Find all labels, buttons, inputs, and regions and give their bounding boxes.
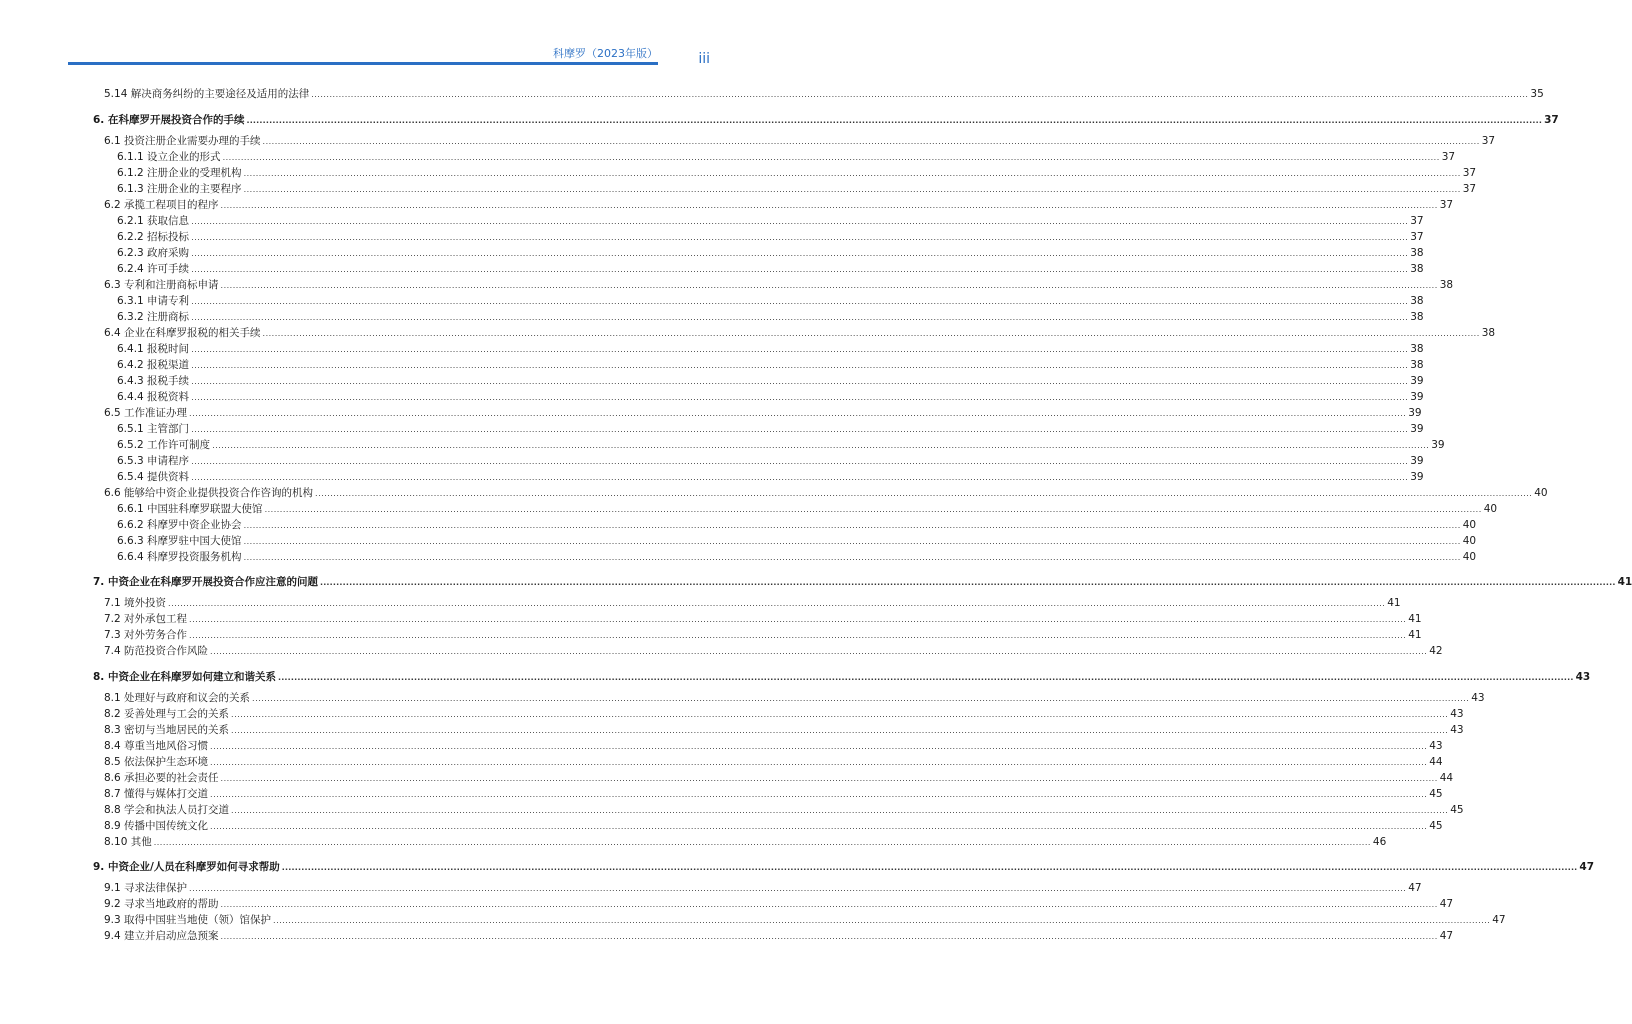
toc-entry-title: 7.4 防范投资合作风险 [104,645,209,657]
toc-entry-page: 39 [1410,374,1424,387]
toc-entry[interactable] [117,356,1424,372]
toc-entry-page: 38 [1410,246,1424,259]
toc-entry-page: 45 [1450,803,1464,816]
toc-entry[interactable] [104,132,1496,148]
toc-dot-leader: ................................................................................................................................................................................................................................................................................................................................................................................................................ [252,693,1470,703]
toc-entry-page: 38 [1439,278,1454,291]
toc-entry-page: 39 [1410,390,1424,403]
toc-entry-title: 8.2 妥善处理与工会的关系 [104,707,230,720]
page-number: iii [698,51,710,67]
toc-entry-page: 40 [1462,518,1477,531]
toc-dot-leader: ................................................................................................................................................................................................................................................................................................................................................................................................................ [191,472,1409,482]
toc-entry-page: 37 [1410,214,1424,227]
toc-entry-page: 40 [1483,502,1498,515]
toc-entry-page: 39 [1410,470,1424,483]
toc-entry-page: 40 [1462,550,1477,563]
toc-entry[interactable] [104,594,1401,610]
toc-entry[interactable] [117,308,1424,324]
toc-dot-leader: ................................................................................................................................................................................................................................................................................................................................................................................................................ [281,863,1578,872]
toc-entry-page: 37 [1441,150,1456,163]
toc-entry-title: 6.2 承揽工程项目的程序 [104,198,219,211]
toc-entry[interactable] [104,895,1454,911]
toc-dot-leader: ................................................................................................................................................................................................................................................................................................................................................................................................................ [220,932,1438,941]
toc-entry[interactable] [104,785,1443,801]
toc-entry-title: 6.5.2 工作许可制度 [117,438,211,451]
toc-entry[interactable] [104,879,1422,895]
toc-dot-leader: ................................................................................................................................................................................................................................................................................................................................................................................................................ [168,599,1386,608]
toc-entry-title: 6.1.3 注册企业的主要程序 [117,182,242,195]
toc-entry-title: 6.6.2 科摩罗中资企业协会 [117,518,242,531]
toc-dot-leader: ................................................................................................................................................................................................................................................................................................................................................................................................................ [273,916,1491,925]
toc-entry-page: 35 [1530,88,1544,100]
toc-dot-leader: ................................................................................................................................................................................................................................................................................................................................................................................................................ [210,757,1428,767]
toc-entry-page: 37 [1462,182,1477,195]
toc-entry-page: 39 [1408,406,1422,419]
toc-dot-leader: ................................................................................................................................................................................................................................................................................................................................................................................................................ [191,216,1409,226]
toc-dot-leader: ................................................................................................................................................................................................................................................................................................................................................................................................................ [315,488,1533,498]
toc-entry-title: 8.4 尊重当地风俗习惯 [104,739,209,752]
toc-entry-page: 47 [1408,882,1422,894]
toc-entry-page: 44 [1429,755,1443,768]
toc-entry[interactable] [104,833,1387,849]
toc-entry-page: 38 [1410,262,1424,275]
toc-entry-page: 43 [1575,670,1591,683]
toc-dot-leader: ................................................................................................................................................................................................................................................................................................................................................................................................................ [243,552,1461,562]
toc-entry-page: 40 [1534,486,1548,499]
toc-dot-leader: ................................................................................................................................................................................................................................................................................................................................................................................................................ [220,280,1438,290]
toc-entry-page: 37 [1462,166,1477,179]
toc-dot-leader: ................................................................................................................................................................................................................................................................................................................................................................................................................ [262,328,1480,338]
toc-dot-leader: ................................................................................................................................................................................................................................................................................................................................................................................................................ [191,360,1409,370]
toc-entry-page: 46 [1372,835,1387,848]
toc-entry-page: 42 [1429,645,1443,657]
toc-entry-page: 41 [1387,597,1401,609]
toc-entry[interactable] [117,436,1445,452]
toc-entry[interactable] [104,927,1454,943]
toc-entry-page: 43 [1429,739,1443,752]
toc-entry-title: 6.4.2 报税渠道 [117,358,190,371]
toc-entry[interactable] [104,753,1443,769]
toc-entry[interactable] [104,610,1422,626]
toc-entry[interactable] [104,85,1544,101]
toc-entry-page: 37 [1481,134,1496,147]
toc-entry-title: 6.3.2 注册商标 [117,310,190,323]
toc-entry-page: 39 [1410,422,1424,435]
toc-entry-page: 38 [1410,310,1424,323]
toc-entry-page: 43 [1450,707,1464,720]
toc-entry[interactable] [104,769,1454,785]
toc-entry-page: 43 [1450,723,1464,736]
toc-entry-title: 6.2.1 获取信息 [117,214,190,227]
toc-dot-leader: ................................................................................................................................................................................................................................................................................................................................................................................................................ [319,578,1616,587]
toc-entry-title: 6.5.3 申请程序 [117,454,190,467]
toc-entry[interactable] [104,196,1454,212]
toc-dot-leader: ................................................................................................................................................................................................................................................................................................................................................................................................................ [191,376,1409,386]
toc-entry[interactable] [104,484,1548,500]
toc-entry[interactable] [104,817,1443,833]
toc-entry[interactable] [104,276,1454,292]
toc-dot-leader: ................................................................................................................................................................................................................................................................................................................................................................................................................ [210,741,1428,751]
toc-entry-title: 9.2 寻求当地政府的帮助 [104,898,219,910]
toc-dot-leader: ................................................................................................................................................................................................................................................................................................................................................................................................................ [264,504,1482,514]
toc-entry[interactable] [104,737,1443,753]
toc-dot-leader: ................................................................................................................................................................................................................................................................................................................................................................................................................ [210,647,1428,656]
toc-entry-title: 6.4.4 报税资料 [117,390,190,403]
toc-entry-page: 47 [1439,898,1454,910]
toc-entry-title: 6.1.1 设立企业的形式 [117,150,221,163]
toc-entry-page: 38 [1410,294,1424,307]
toc-entry-title: 7.3 对外劳务合作 [104,629,188,641]
toc-entry-title: 6.4.3 报税手续 [117,374,190,387]
toc-entry-title: 7.1 境外投资 [104,597,167,609]
toc-dot-leader: ................................................................................................................................................................................................................................................................................................................................................................................................................ [189,615,1407,624]
toc-entry-title: 6.5 工作准证办理 [104,406,188,419]
toc-entry-title: 9. 中资企业/人员在科摩罗如何寻求帮助 [93,861,280,873]
toc-dot-leader: ................................................................................................................................................................................................................................................................................................................................................................................................................ [191,456,1409,466]
toc-entry[interactable] [117,292,1424,308]
toc-entry-page: 47 [1579,861,1595,873]
toc-entry[interactable] [104,324,1496,340]
toc-entry-page: 37 [1439,198,1454,211]
toc-entry-page: 41 [1617,576,1632,588]
toc-entry-page: 45 [1429,787,1443,800]
toc-entry-page: 38 [1481,326,1496,339]
toc-entry-title: 6.3.1 申请专利 [117,294,190,307]
toc-entry-title: 7.2 对外承包工程 [104,613,188,625]
toc-dot-leader: ................................................................................................................................................................................................................................................................................................................................................................................................................ [191,344,1409,354]
toc-chapter-entry[interactable] [93,858,1595,874]
toc-entry[interactable] [117,244,1424,260]
toc-entry[interactable] [104,689,1485,705]
toc-dot-leader: ................................................................................................................................................................................................................................................................................................................................................................................................................ [231,709,1449,719]
toc-entry[interactable] [117,372,1424,388]
toc-entry-title: 6.1 投资注册企业需要办理的手续 [104,134,261,147]
toc-entry[interactable] [104,705,1464,721]
running-header-title: 科摩罗（2023年版） [553,47,658,60]
toc-entry-title: 5.14 解决商务纠纷的主要途径及适用的法律 [104,88,310,100]
toc-chapter-entry[interactable] [93,573,1632,589]
toc-entry[interactable] [104,911,1506,927]
toc-dot-leader: ................................................................................................................................................................................................................................................................................................................................................................................................................ [189,884,1407,893]
toc-dot-leader: ................................................................................................................................................................................................................................................................................................................................................................................................................ [231,725,1449,735]
toc-entry-title: 6.2.2 招标投标 [117,230,190,243]
toc-entry-page: 43 [1471,691,1485,704]
toc-entry[interactable] [117,228,1424,244]
toc-entry-page: 37 [1410,230,1424,243]
toc-entry[interactable] [104,801,1464,817]
toc-dot-leader: ................................................................................................................................................................................................................................................................................................................................................................................................................ [191,248,1409,258]
toc-dot-leader: ................................................................................................................................................................................................................................................................................................................................................................................................................ [243,536,1461,546]
toc-dot-leader: ................................................................................................................................................................................................................................................................................................................................................................................................................ [191,264,1409,274]
toc-entry[interactable] [117,212,1424,228]
toc-entry[interactable] [117,164,1477,180]
toc-dot-leader: ................................................................................................................................................................................................................................................................................................................................................................................................................ [153,837,1371,847]
toc-dot-leader: ................................................................................................................................................................................................................................................................................................................................................................................................................ [231,805,1449,815]
toc-chapter-entry[interactable] [93,111,1559,127]
toc-dot-leader: ................................................................................................................................................................................................................................................................................................................................................................................................................ [210,821,1428,831]
toc-dot-leader: ................................................................................................................................................................................................................................................................................................................................................................................................................ [220,200,1438,210]
toc-entry-page: 47 [1439,930,1454,942]
toc-dot-leader: ................................................................................................................................................................................................................................................................................................................................................................................................................ [277,672,1574,682]
toc-entry[interactable] [117,420,1424,436]
toc-dot-leader: ................................................................................................................................................................................................................................................................................................................................................................................................................ [262,136,1480,146]
toc-entry-title: 6.6.3 科摩罗驻中国大使馆 [117,534,242,547]
toc-entry-title: 9.4 建立并启动应急预案 [104,930,219,942]
toc-dot-leader: ................................................................................................................................................................................................................................................................................................................................................................................................................ [311,90,1529,99]
toc-entry[interactable] [104,404,1422,420]
toc-entry-title: 6.5.1 主管部门 [117,422,190,435]
toc-dot-leader: ................................................................................................................................................................................................................................................................................................................................................................................................................ [191,232,1409,242]
toc-entry[interactable] [104,721,1464,737]
toc-entry[interactable] [117,500,1498,516]
toc-dot-leader: ................................................................................................................................................................................................................................................................................................................................................................................................................ [191,296,1409,306]
toc-entry-title: 9.3 取得中国驻当地使（领）馆保护 [104,914,272,926]
toc-dot-leader: ................................................................................................................................................................................................................................................................................................................................................................................................................ [189,408,1407,418]
toc-entry-title: 7. 中资企业在科摩罗开展投资合作应注意的问题 [93,576,318,588]
toc-entry-page: 41 [1408,613,1422,625]
toc-entry-title: 8.7 懂得与媒体打交道 [104,787,209,800]
toc-dot-leader: ................................................................................................................................................................................................................................................................................................................................................................................................................ [220,773,1438,783]
toc-entry-title: 6. 在科摩罗开展投资合作的手续 [93,113,245,126]
toc-entry[interactable] [117,148,1456,164]
toc-entry-page: 39 [1431,438,1445,451]
toc-entry-title: 6.2.3 政府采购 [117,246,190,259]
toc-entry[interactable] [117,260,1424,276]
toc-entry-page: 47 [1492,914,1506,926]
toc-entry[interactable] [117,340,1424,356]
toc-dot-leader: ................................................................................................................................................................................................................................................................................................................................................................................................................ [222,152,1440,162]
toc-entry-title: 6.1.2 注册企业的受理机构 [117,166,242,179]
toc-entry[interactable] [117,548,1477,564]
toc-dot-leader: ................................................................................................................................................................................................................................................................................................................................................................................................................ [243,520,1461,530]
toc-entry-page: 45 [1429,819,1443,832]
toc-entry-title: 6.2.4 许可手续 [117,262,190,275]
toc-entry-page: 44 [1439,771,1454,784]
toc-entry-title: 6.6.4 科摩罗投资服务机构 [117,550,242,563]
toc-dot-leader: ................................................................................................................................................................................................................................................................................................................................................................................................................ [243,184,1461,194]
toc-entry-title: 8.1 处理好与政府和议会的关系 [104,691,251,704]
toc-dot-leader: ................................................................................................................................................................................................................................................................................................................................................................................................................ [243,168,1461,178]
toc-entry[interactable] [117,532,1477,548]
toc-dot-leader: ................................................................................................................................................................................................................................................................................................................................................................................................................ [246,115,1543,125]
toc-entry-title: 8. 中资企业在科摩罗如何建立和谐关系 [93,670,276,683]
toc-entry[interactable] [117,180,1477,196]
toc-entry[interactable] [117,516,1477,532]
toc-dot-leader: ................................................................................................................................................................................................................................................................................................................................................................................................................ [191,392,1409,402]
toc-dot-leader: ................................................................................................................................................................................................................................................................................................................................................................................................................ [210,789,1428,799]
toc-entry[interactable] [104,642,1443,658]
toc-entry-title: 8.6 承担必要的社会责任 [104,771,219,784]
toc-dot-leader: ................................................................................................................................................................................................................................................................................................................................................................................................................ [191,424,1409,434]
toc-entry-title: 6.6.1 中国驻科摩罗联盟大使馆 [117,502,263,515]
toc-entry[interactable] [117,468,1424,484]
toc-entry[interactable] [117,452,1424,468]
toc-entry-page: 38 [1410,358,1424,371]
toc-entry-title: 6.4.1 报税时间 [117,342,190,355]
toc-entry-title: 6.5.4 提供资料 [117,470,190,483]
toc-entry-page: 39 [1410,454,1424,467]
toc-dot-leader: ................................................................................................................................................................................................................................................................................................................................................................................................................ [189,631,1407,640]
toc-entry-title: 6.3 专利和注册商标申请 [104,278,219,291]
toc-entry[interactable] [117,388,1424,404]
toc-entry-page: 41 [1408,629,1422,641]
toc-entry-page: 37 [1544,113,1559,126]
toc-dot-leader: ................................................................................................................................................................................................................................................................................................................................................................................................................ [220,900,1438,909]
toc-entry-title: 8.5 依法保护生态环境 [104,755,209,768]
toc-entry-page: 38 [1410,342,1424,355]
toc-entry[interactable] [104,626,1422,642]
toc-entry-title: 6.6 能够给中资企业提供投资合作咨询的机构 [104,486,314,499]
toc-entry-title: 6.4 企业在科摩罗报税的相关手续 [104,326,261,339]
toc-dot-leader: ................................................................................................................................................................................................................................................................................................................................................................................................................ [212,440,1430,450]
toc-chapter-entry[interactable] [93,668,1591,684]
toc-dot-leader: ................................................................................................................................................................................................................................................................................................................................................................................................................ [191,312,1409,322]
toc-entry-title: 9.1 寻求法律保护 [104,882,188,894]
toc-entry-title: 8.3 密切与当地居民的关系 [104,723,230,736]
toc-entry-page: 40 [1462,534,1477,547]
toc-entry-title: 8.9 传播中国传统文化 [104,819,209,832]
toc-entry-title: 8.10 其他 [104,835,152,848]
toc-entry-title: 8.8 学会和执法人员打交道 [104,803,230,816]
